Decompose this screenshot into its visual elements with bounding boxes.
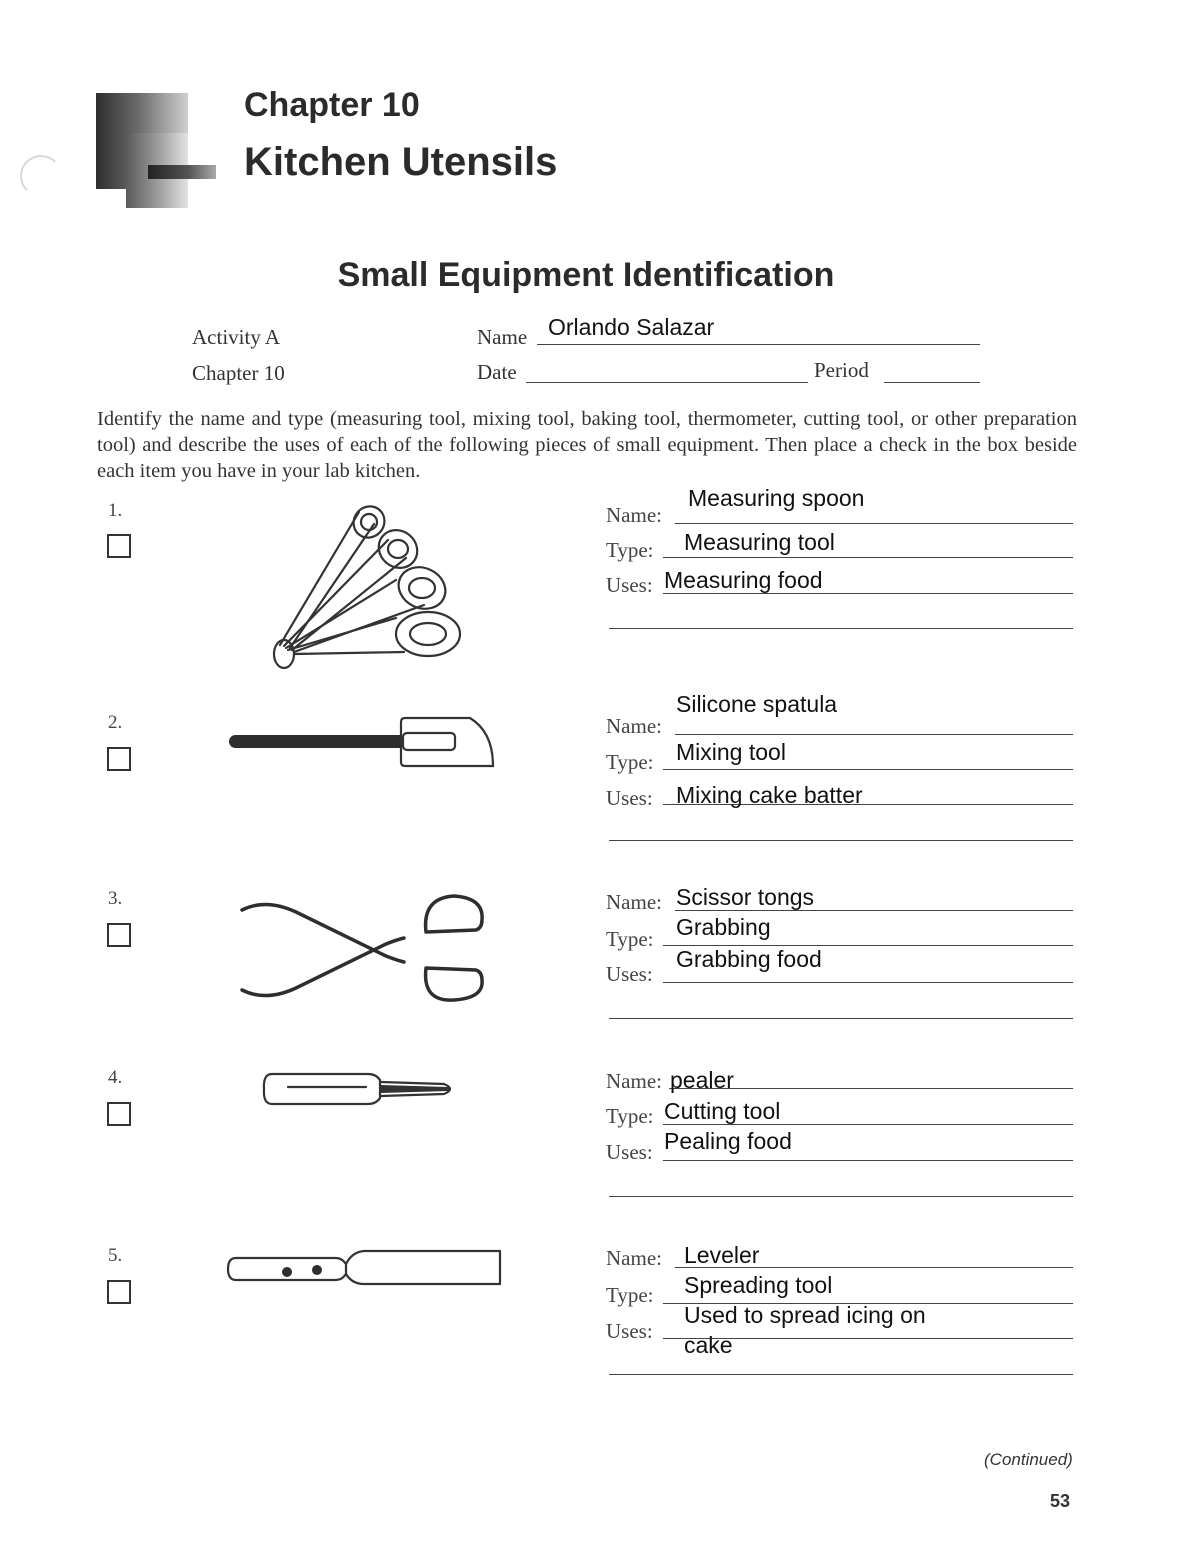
item-type-field[interactable] (663, 914, 1073, 946)
type-field-label: Type: (606, 538, 654, 562)
item-name-field[interactable] (675, 1243, 1073, 1268)
item-name-field[interactable] (675, 485, 1073, 524)
chapter-logo-bar (148, 165, 216, 179)
item-uses-extra-line[interactable] (609, 1332, 1073, 1375)
item-name-value: Silicone spatula (676, 691, 838, 717)
type-field-label: Type: (606, 750, 654, 774)
item-checkbox[interactable] (107, 1280, 131, 1304)
item-number: 5. (108, 1245, 123, 1266)
page-number: 53 (1050, 1491, 1071, 1511)
chapter-title: Kitchen Utensils (244, 140, 558, 184)
item-type-value: Cutting tool (664, 1098, 781, 1124)
peeler-icon (258, 1068, 463, 1110)
spreader-icon (224, 1246, 506, 1292)
item-type-value: Measuring tool (684, 529, 835, 555)
item-name-field[interactable] (675, 691, 1073, 735)
item-number: 3. (108, 888, 123, 909)
chapter-ref-label: Chapter 10 (192, 361, 285, 385)
chapter-logo-cutout (96, 189, 126, 208)
item-checkbox[interactable] (107, 923, 131, 947)
item-name-value: Measuring spoon (688, 485, 865, 511)
name-field-label: Name: (606, 890, 662, 914)
item-uses-extra-line[interactable] (609, 816, 1073, 841)
type-field-label: Type: (606, 927, 654, 951)
item-uses-value: Grabbing food (676, 946, 822, 972)
item-number: 4. (108, 1067, 123, 1088)
continued-note: (Continued) (984, 1450, 1073, 1469)
uses-field-label: Uses: (606, 786, 653, 810)
tongs-icon (236, 890, 491, 1005)
item-type-field[interactable] (663, 1272, 1073, 1304)
type-field-label: Type: (606, 1283, 654, 1307)
item-type-field[interactable] (663, 1100, 1073, 1125)
uses-field-label: Uses: (606, 1319, 653, 1343)
name-field-label: Name: (606, 714, 662, 738)
item-number: 1. (108, 500, 123, 521)
item-uses-value: Pealing food (664, 1128, 792, 1154)
item-type-value: Spreading tool (684, 1272, 833, 1298)
item-type-field[interactable] (663, 529, 1073, 558)
item-uses-field[interactable] (663, 569, 1073, 594)
item-uses-value: Used to spread icing on (684, 1302, 926, 1328)
chapter-number: Chapter 10 (244, 86, 420, 124)
period-label: Period (814, 358, 869, 382)
worksheet-title: Small Equipment Identification (337, 256, 835, 294)
uses-field-label: Uses: (606, 1140, 653, 1164)
item-name-value: Leveler (684, 1242, 760, 1268)
item-checkbox[interactable] (107, 1102, 131, 1126)
item-checkbox[interactable] (107, 534, 131, 558)
date-label: Date (477, 360, 517, 384)
activity-label: Activity A (192, 325, 281, 349)
date-field[interactable] (526, 358, 808, 383)
item-uses-extra-value: cake (684, 1332, 733, 1358)
uses-field-label: Uses: (606, 962, 653, 986)
scan-artifact (20, 155, 62, 197)
item-uses-value: Mixing cake batter (676, 782, 863, 808)
item-uses-extra-line[interactable] (609, 994, 1073, 1019)
spatula-icon (225, 712, 500, 772)
period-field[interactable] (884, 358, 980, 383)
item-type-value: Mixing tool (676, 739, 786, 765)
item-uses-value: Measuring food (664, 567, 823, 593)
item-uses-extra-line[interactable] (609, 604, 1073, 629)
item-type-field[interactable] (663, 739, 1073, 770)
item-uses-extra-line[interactable] (609, 1172, 1073, 1197)
item-name-field[interactable] (669, 1064, 1073, 1093)
item-uses-field[interactable] (663, 1128, 1073, 1161)
item-type-value: Grabbing (676, 914, 771, 940)
uses-field-label: Uses: (606, 573, 653, 597)
item-uses-field[interactable] (663, 780, 1073, 808)
item-uses-field[interactable] (663, 946, 1073, 983)
name-label: Name (477, 325, 528, 349)
item-checkbox[interactable] (107, 747, 131, 771)
measuring-spoons-icon (256, 500, 476, 680)
name-field-label: Name: (606, 1246, 662, 1270)
item-name-value: pealer (670, 1067, 734, 1093)
student-name-field[interactable] (537, 314, 980, 345)
item-name-value: Scissor tongs (676, 884, 815, 910)
student-name-value: Orlando Salazar (548, 314, 715, 340)
type-field-label: Type: (606, 1104, 654, 1128)
item-number: 2. (108, 712, 123, 733)
name-field-label: Name: (606, 1069, 662, 1093)
name-field-label: Name: (606, 503, 662, 527)
item-name-field[interactable] (675, 886, 1073, 911)
instructions: Identify the name and type (measuring tool, mixing tool, baking tool, thermometer, cutting tool, or other preparation tool) and describe the uses of each of the following pieces of small equipment. Then place a check in the box beside each item you have in your lab kitchen. (97, 408, 1077, 482)
